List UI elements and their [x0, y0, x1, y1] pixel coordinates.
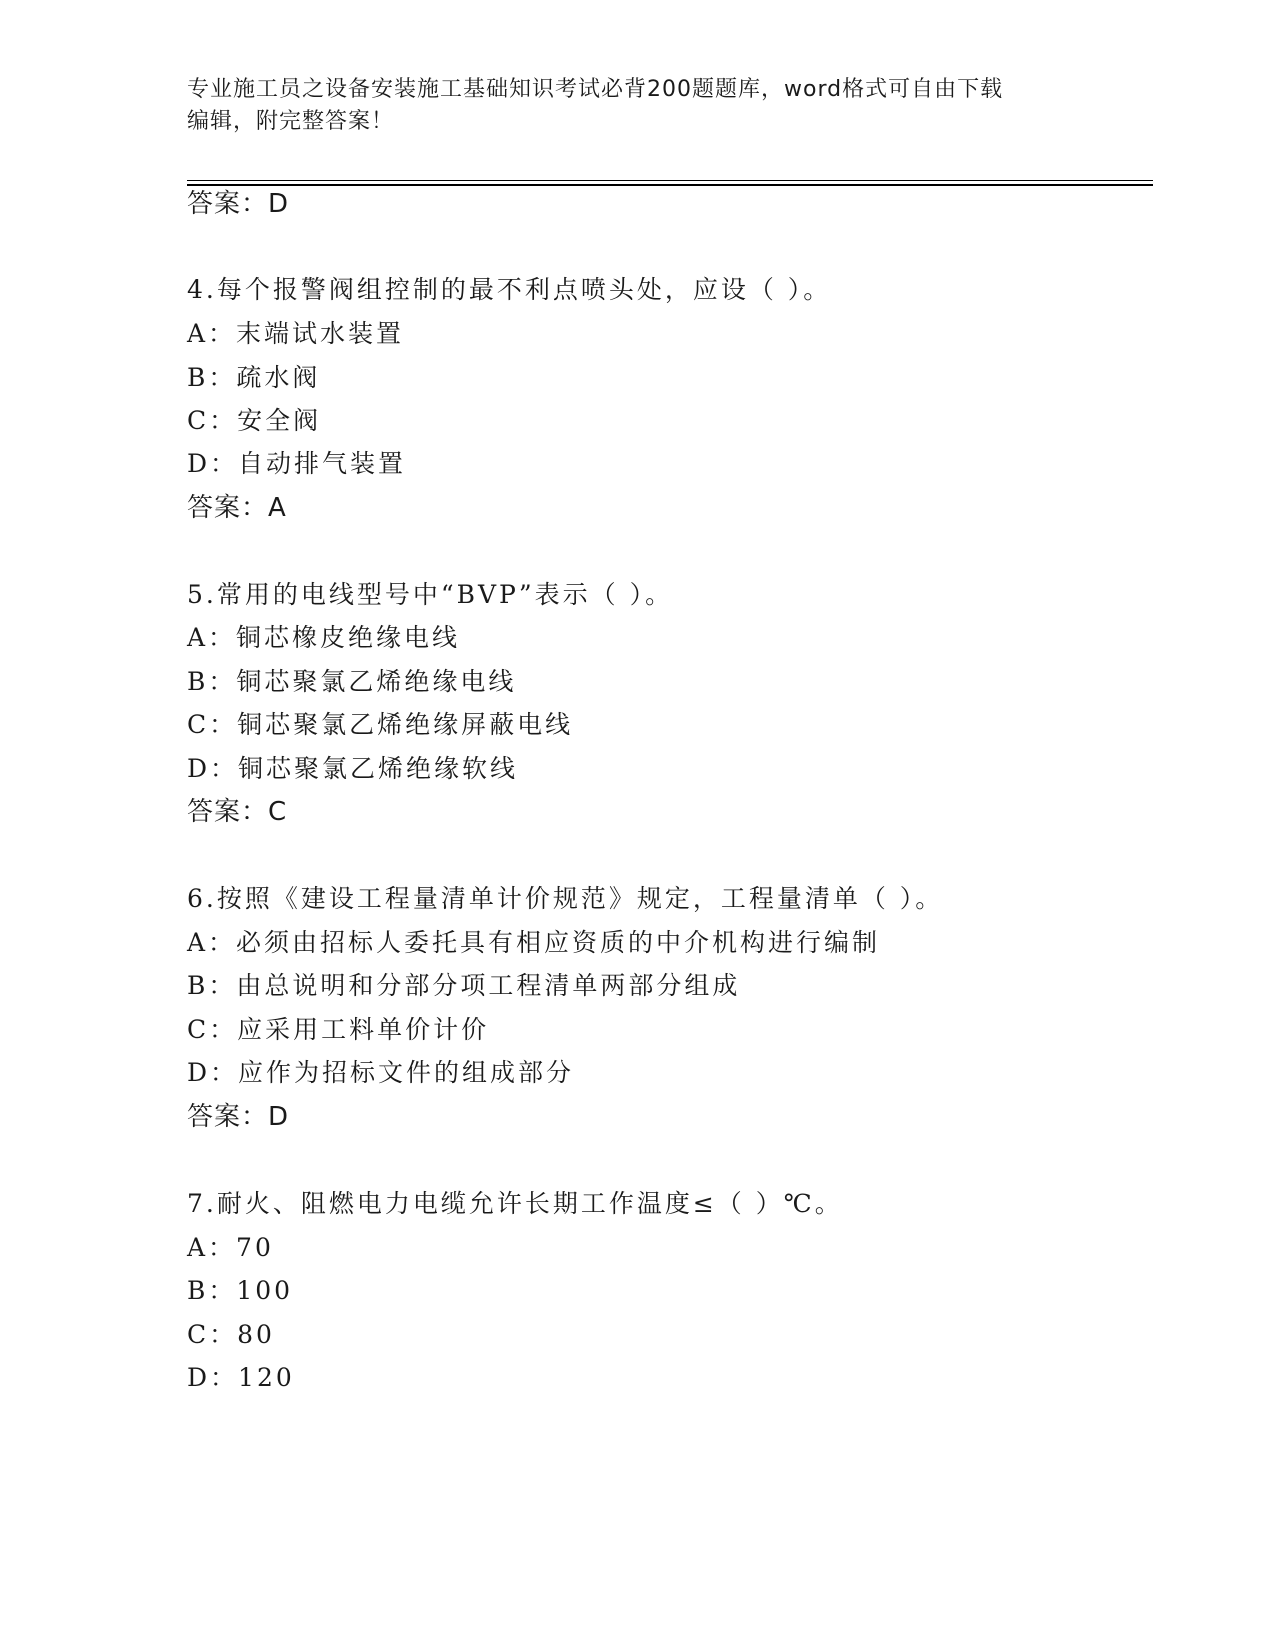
question-option: A：末端试水装置 [187, 319, 405, 348]
question-option: B：由总说明和分部分项工程清单两部分组成 [187, 971, 741, 1000]
header-line-2: 编辑，附完整答案！ [187, 109, 395, 134]
question-stem: 5.常用的电线型号中“BVP”表示（ ）。 [187, 580, 674, 609]
question-option: D：自动排气装置 [187, 449, 407, 478]
question-option: B：疏水阀 [187, 363, 321, 392]
question-stem: 4.每个报警阀组控制的最不利点喷头处，应设（ ）。 [187, 275, 832, 304]
question-option: B：铜芯聚氯乙烯绝缘电线 [187, 667, 517, 696]
question-option: A：铜芯橡皮绝缘电线 [187, 623, 461, 652]
answer-line: 答案：D [187, 1102, 290, 1132]
question-option: C：铜芯聚氯乙烯绝缘屏蔽电线 [187, 710, 574, 739]
document-header [187, 74, 1087, 138]
question-option: D：120 [187, 1363, 295, 1392]
question-option: D：应作为招标文件的组成部分 [187, 1058, 575, 1087]
question-option: C：应采用工料单价计价 [187, 1015, 490, 1044]
question-option: A：70 [187, 1233, 274, 1262]
answer-line: 答案：C [187, 797, 288, 827]
answer-line: 答案：A [187, 493, 287, 523]
question-option: C：安全阀 [187, 406, 322, 435]
question-option: B：100 [187, 1276, 294, 1305]
question-stem: 7.耐火、阻燃电力电缆允许长期工作温度≤（ ）℃。 [187, 1189, 843, 1218]
header-divider-thick [187, 184, 1153, 186]
question-stem: 6.按照《建设工程量清单计价规范》规定，工程量清单（ ）。 [187, 884, 944, 913]
question-option: C：80 [187, 1320, 275, 1349]
question-option: A：必须由招标人委托具有相应资质的中介机构进行编制 [187, 928, 881, 957]
question-option: D：铜芯聚氯乙烯绝缘软线 [187, 754, 519, 783]
header-divider-thin [187, 180, 1153, 181]
header-line-1: 专业施工员之设备安装施工基础知识考试必背200题题库，word格式可自由下载 [187, 77, 1004, 102]
answer-line: 答案：D [187, 189, 290, 219]
